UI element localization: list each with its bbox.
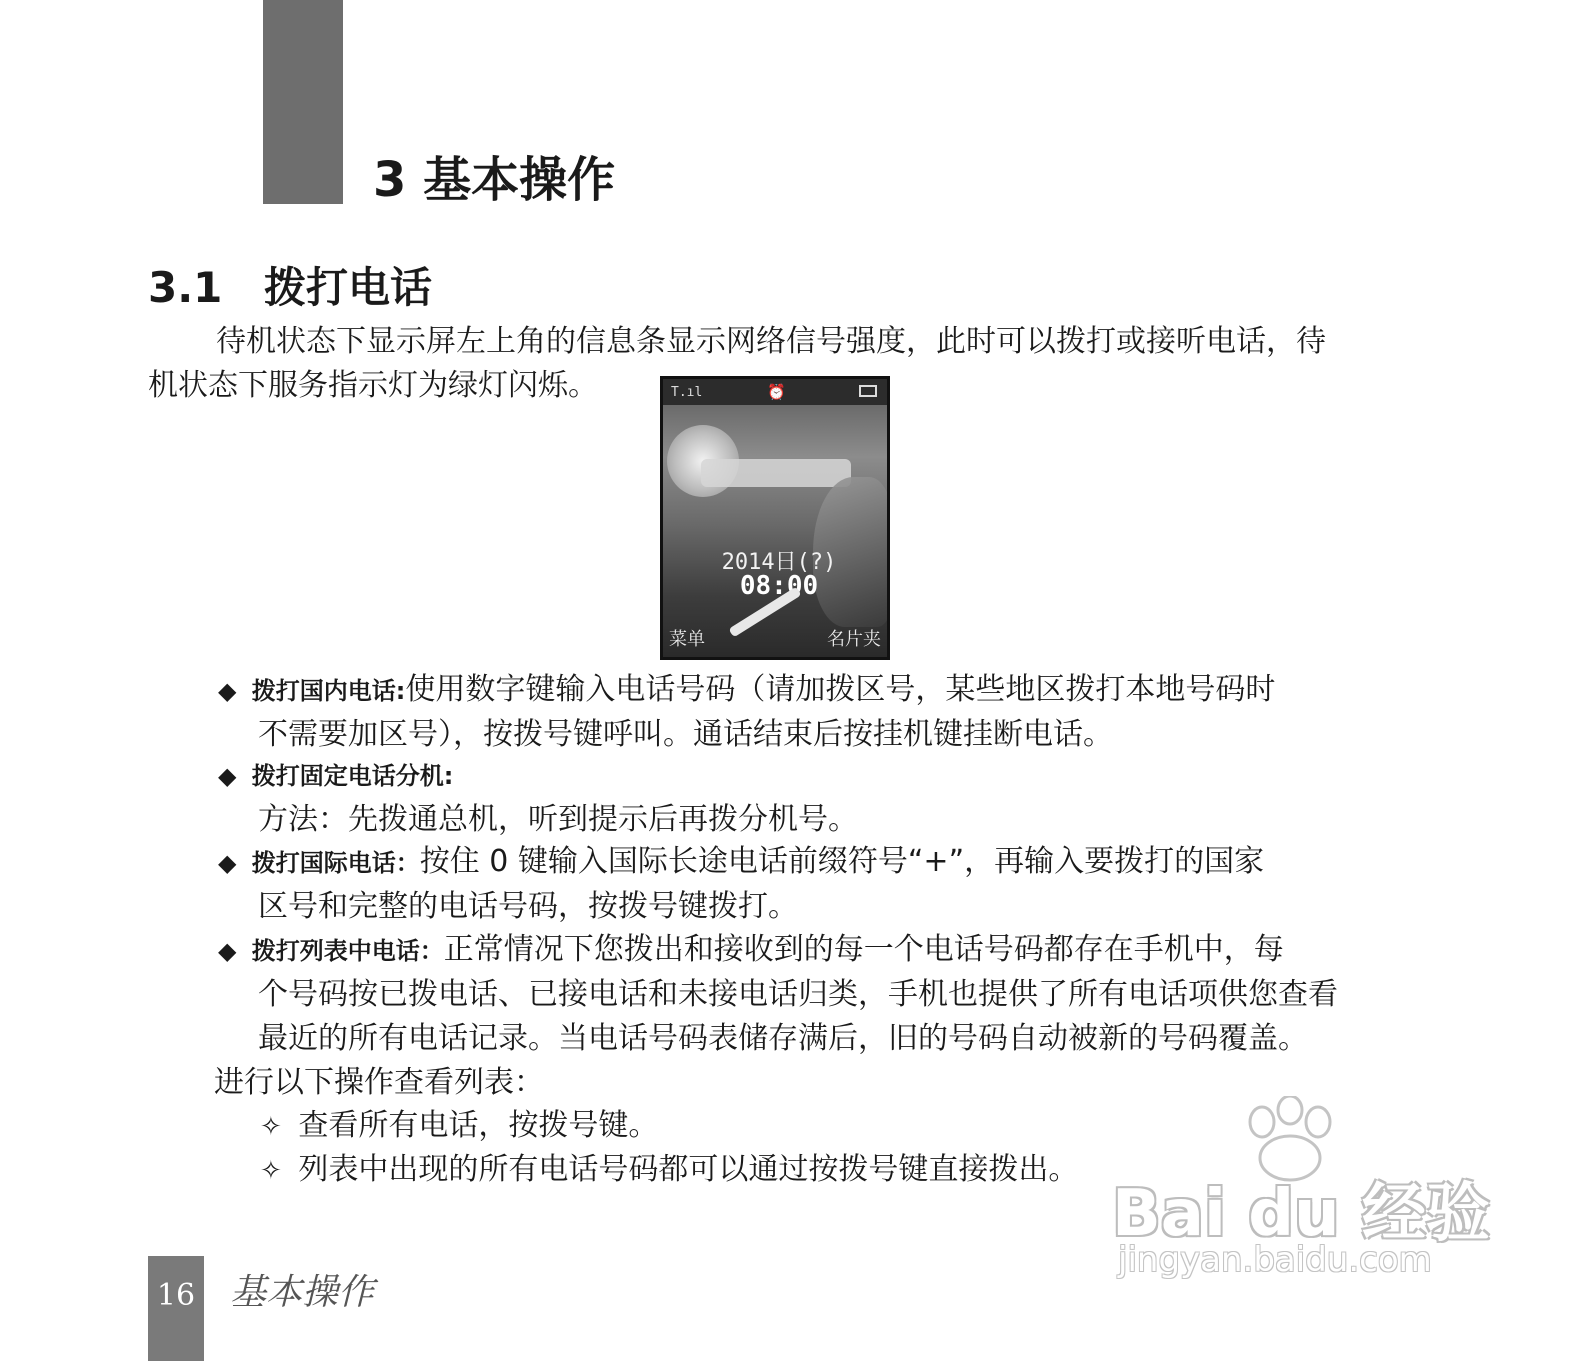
intro-line-1: 待机状态下显示屏左上角的信息条显示网络信号强度，此时可以拨打或接听电话，待: [216, 324, 1326, 359]
sparkle-marker-icon: ✧: [260, 1156, 282, 1186]
bullet-list-call: [214, 928, 1338, 1105]
bullet-domestic-call: [218, 668, 1275, 757]
bullet-text: 方法：先拨通总机，听到提示后再拨分机号。: [258, 802, 858, 837]
section-number: 3.1: [148, 263, 223, 312]
bullet-lead: 拨打国际电话：: [251, 849, 420, 877]
bullet-lead: 拨打列表中电话：: [251, 937, 444, 965]
battery-icon: [859, 385, 877, 397]
operator-logo: [701, 459, 851, 487]
bullet-text: 个号码按已拨电话、已接电话和未接电话归类，手机也提供了所有电话项供您查看: [258, 977, 1338, 1012]
right-softkey-label: 名片夹: [827, 629, 881, 650]
chapter-title: 3 基本操作: [373, 152, 616, 208]
phone-date: 2014日(?): [721, 550, 837, 575]
bullet-marker: ◆: [218, 849, 237, 877]
section-title: 拨打电话: [264, 263, 433, 312]
list-intro: 进行以下操作查看列表：: [214, 1065, 544, 1100]
alarm-icon: ⏰: [767, 383, 786, 401]
running-title: 基本操作: [230, 1272, 375, 1313]
sub-item-dial-from-list: [260, 1148, 1078, 1193]
bullet-text: 正常情况下您拨出和接收到的每一个电话号码都存在手机中，每: [443, 932, 1284, 967]
sub-item-text: 列表中出现的所有电话号码都可以通过按拨号键直接拨出。: [298, 1152, 1079, 1187]
bullet-international-call: [218, 840, 1264, 929]
bullet-text: 按住 0 键输入国际长途电话前缀符号“+”，再输入要拨打的国家: [419, 844, 1265, 879]
sub-item-text: 查看所有电话，按拨号键。: [298, 1108, 659, 1143]
left-softkey-label: 菜单: [669, 629, 705, 650]
bullet-extension-call: [218, 754, 858, 842]
bullet-marker: ◆: [218, 937, 237, 965]
bullet-marker: ◆: [218, 762, 237, 790]
watermark-url: jingyan.baidu.com: [1118, 1240, 1432, 1280]
bullet-text: 不需要加区号），按拨号键呼叫。通话结束后按挂机键挂断电话。: [258, 717, 1113, 752]
intro-line-2: 机状态下服务指示灯为绿灯闪烁。: [148, 368, 598, 403]
baidu-jingyan-watermark: [1112, 1096, 1490, 1296]
chapter-tab-bar: [263, 0, 343, 204]
phone-status-bar: [663, 379, 887, 405]
section-heading: [148, 260, 432, 316]
sparkle-marker-icon: ✧: [260, 1112, 282, 1142]
bullet-marker: ◆: [218, 677, 237, 705]
bullet-text: 最近的所有电话记录。当电话号码表储存满后，旧的号码自动被新的号码覆盖。: [258, 1021, 1308, 1056]
phone-standby-screenshot: [660, 376, 890, 660]
watermark-brand: Bai du 经验: [1112, 1177, 1490, 1251]
bullet-lead: 拨打国内电话:: [251, 677, 406, 705]
sub-item-view-all: [260, 1104, 658, 1149]
bullet-text: 区号和完整的电话号码，按拨号键拨打。: [258, 889, 798, 924]
phone-clock: 08:00: [739, 571, 819, 601]
bullet-lead: 拨打固定电话分机:: [251, 762, 454, 790]
bullet-text: 使用数字键输入电话号码（请加拨区号，某些地区拨打本地号码时: [405, 672, 1276, 707]
page-number: 16: [156, 1278, 196, 1313]
signal-icon: T.ıl: [671, 385, 703, 400]
